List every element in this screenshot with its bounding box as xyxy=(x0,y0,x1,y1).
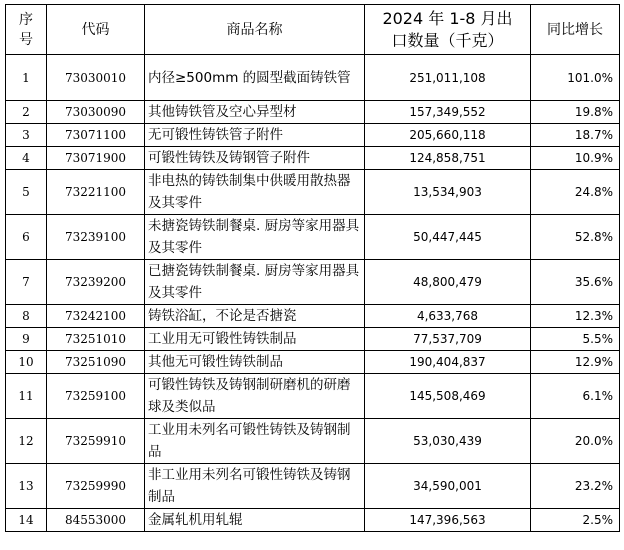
table-row xyxy=(6,464,620,509)
header-code: 代码 xyxy=(47,5,145,55)
row-code: 73030090 xyxy=(47,101,145,124)
row-code: 73251010 xyxy=(47,328,145,351)
table-row xyxy=(6,374,620,419)
header-growth: 同比增长 xyxy=(531,5,620,55)
row-growth: 6.1% xyxy=(531,374,620,419)
row-code: 73030010 xyxy=(47,55,145,101)
row-index: 7 xyxy=(6,260,47,305)
row-product-name: 未搪瓷铸铁制餐桌. 厨房等家用器具及其零件 xyxy=(145,215,365,260)
table-row xyxy=(6,124,620,147)
table-row xyxy=(6,351,620,374)
table-row xyxy=(6,55,620,101)
row-code: 73259100 xyxy=(47,374,145,419)
row-growth: 5.5% xyxy=(531,328,620,351)
row-export-quantity: 157,349,552 xyxy=(365,101,531,124)
row-product-name: 工业用未列名可锻性铸铁及铸钢制品 xyxy=(145,419,365,464)
table-row xyxy=(6,509,620,532)
row-product-name: 内径≥500mm 的圆型截面铸铁管 xyxy=(145,55,365,101)
row-growth: 35.6% xyxy=(531,260,620,305)
table-body xyxy=(6,55,620,532)
table-row xyxy=(6,215,620,260)
row-index: 10 xyxy=(6,351,47,374)
row-growth: 18.7% xyxy=(531,124,620,147)
row-product-name: 无可锻性铸铁管子附件 xyxy=(145,124,365,147)
row-growth: 12.9% xyxy=(531,351,620,374)
row-product-name: 非工业用未列名可锻性铸铁及铸钢制品 xyxy=(145,464,365,509)
row-product-name: 工业用无可锻性铸铁制品 xyxy=(145,328,365,351)
row-growth: 19.8% xyxy=(531,101,620,124)
row-index: 14 xyxy=(6,509,47,532)
table-row xyxy=(6,419,620,464)
row-index: 8 xyxy=(6,305,47,328)
header-quantity: 2024 年 1-8 月出口数量（千克） xyxy=(365,5,531,55)
row-code: 73242100 xyxy=(47,305,145,328)
table-row xyxy=(6,101,620,124)
row-growth: 52.8% xyxy=(531,215,620,260)
row-export-quantity: 50,447,445 xyxy=(365,215,531,260)
row-export-quantity: 145,508,469 xyxy=(365,374,531,419)
row-export-quantity: 251,011,108 xyxy=(365,55,531,101)
row-growth: 12.3% xyxy=(531,305,620,328)
row-code: 73221100 xyxy=(47,170,145,215)
row-product-name: 其他无可锻性铸铁制品 xyxy=(145,351,365,374)
row-code: 73071100 xyxy=(47,124,145,147)
row-code: 73239100 xyxy=(47,215,145,260)
row-export-quantity: 34,590,001 xyxy=(365,464,531,509)
row-index: 5 xyxy=(6,170,47,215)
table-row xyxy=(6,147,620,170)
table-row xyxy=(6,305,620,328)
row-index: 6 xyxy=(6,215,47,260)
row-index: 9 xyxy=(6,328,47,351)
row-export-quantity: 48,800,479 xyxy=(365,260,531,305)
row-code: 73071900 xyxy=(47,147,145,170)
row-growth: 2.5% xyxy=(531,509,620,532)
row-growth: 101.0% xyxy=(531,55,620,101)
export-table xyxy=(5,4,620,532)
row-export-quantity: 53,030,439 xyxy=(365,419,531,464)
row-product-name: 其他铸铁管及空心异型材 xyxy=(145,101,365,124)
row-growth: 20.0% xyxy=(531,419,620,464)
row-product-name: 铸铁浴缸，不论是否搪瓷 xyxy=(145,305,365,328)
row-code: 73239200 xyxy=(47,260,145,305)
row-index: 1 xyxy=(6,55,47,101)
row-export-quantity: 13,534,903 xyxy=(365,170,531,215)
row-export-quantity: 124,858,751 xyxy=(365,147,531,170)
row-code: 73259910 xyxy=(47,419,145,464)
table-row xyxy=(6,328,620,351)
row-index: 13 xyxy=(6,464,47,509)
row-export-quantity: 77,537,709 xyxy=(365,328,531,351)
row-export-quantity: 205,660,118 xyxy=(365,124,531,147)
row-product-name: 可锻性铸铁及铸钢制研磨机的研磨球及类似品 xyxy=(145,374,365,419)
row-product-name: 非电热的铸铁制集中供暖用散热器及其零件 xyxy=(145,170,365,215)
row-export-quantity: 4,633,768 xyxy=(365,305,531,328)
row-growth: 23.2% xyxy=(531,464,620,509)
header-index: 序号 xyxy=(6,5,47,55)
row-code: 73259990 xyxy=(47,464,145,509)
row-product-name: 金属轧机用轧辊 xyxy=(145,509,365,532)
row-code: 84553000 xyxy=(47,509,145,532)
row-index: 4 xyxy=(6,147,47,170)
table-row xyxy=(6,170,620,215)
row-index: 11 xyxy=(6,374,47,419)
table-row xyxy=(6,260,620,305)
header-row xyxy=(6,5,620,55)
row-export-quantity: 190,404,837 xyxy=(365,351,531,374)
row-growth: 10.9% xyxy=(531,147,620,170)
row-code: 73251090 xyxy=(47,351,145,374)
header-name: 商品名称 xyxy=(145,5,365,55)
row-index: 3 xyxy=(6,124,47,147)
row-index: 12 xyxy=(6,419,47,464)
row-product-name: 已搪瓷铸铁制餐桌. 厨房等家用器具及其零件 xyxy=(145,260,365,305)
row-index: 2 xyxy=(6,101,47,124)
row-growth: 24.8% xyxy=(531,170,620,215)
row-product-name: 可锻性铸铁及铸钢管子附件 xyxy=(145,147,365,170)
row-export-quantity: 147,396,563 xyxy=(365,509,531,532)
